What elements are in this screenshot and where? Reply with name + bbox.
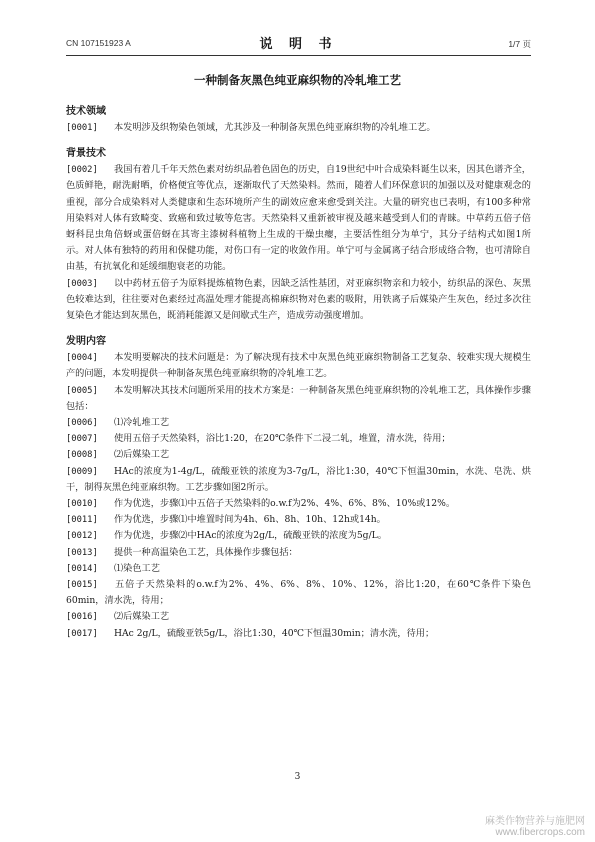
watermark-line1: 麻类作物营养与施肥网 [485,816,585,827]
paragraph [66,464,531,496]
page-number: 3 [294,772,301,782]
paragraph-number: [0017] [66,628,98,639]
paragraph [66,496,531,512]
page-count: 1/7 页 [508,39,531,49]
paragraph-text: 本发明解决其技术问题所采用的技术方案是：一种制备灰黑色纯亚麻织物的冷轧堆工艺，具体操作步骤包括： [66,384,531,412]
paragraph-text: ⑵后媒染工艺 [114,611,170,623]
paragraph [66,383,531,415]
paragraph-text: 我国有着几千年天然色素对纺织品着色固色的历史，自19世纪中叶合成染料诞生以来，因其色谱齐全，色质鲜艳，耐洗耐晒，价格便宜等优点，逐渐取代了天然染料。然而，随着人们环保意识的加强以及对健康观念的重视，部分合成染料对人类健康和生态环境所产生的副效应愈来愈受到关注。大量的研究也已表明，有100多种常用染料对人体有致畸变、致癌和致过敏等危害。天然染料又重新被审视及越来越受到人们的青睐。中草药五倍子倍蚜科昆虫角倍蚜或蛋倍蚜在其寄主漆树科植物上生成的干燥虫瘿，主要活性组分为单宁，其分子结构式如图1所示。对人体有独特的药用和保健功能，对伤口有一定的收敛作用。单宁可与金属离子结合形成络合物，也可清除自由基，有抗氧化和延缓细胞衰老的功能。 [66,164,531,273]
paragraph [66,561,531,577]
paragraph-text: 作为优选，步骤⑵中HAc的浓度为2g/L，硫酸亚铁的浓度为5g/L。 [114,530,387,542]
patent-number: CN 107151923 A [66,38,131,48]
paragraph [66,431,531,447]
paragraph [66,350,531,382]
paragraph-number: [0002] [66,165,98,176]
section-heading-tech-field: 技术领域 [66,106,106,117]
paragraph-text: ⑴染色工艺 [114,562,160,574]
paragraph-number: [0015] [66,580,98,591]
paragraph-number: [0012] [66,531,98,542]
paragraph [66,120,531,136]
section-heading-background: 背景技术 [66,148,106,160]
document-type: 说 明 书 [259,37,338,52]
paragraph-number: [0003] [66,278,98,289]
document-title: 一种制备灰黑色纯亚麻织物的冷轧堆工艺 [194,73,401,87]
paragraph-text: HAc的浓度为1-4g/L，硫酸亚铁的浓度为3-7g/L，浴比1:30，40℃下恒温30min，水洗、皂洗、烘干，制得灰黑色纯亚麻织物。工艺步骤如图2所示。 [66,465,531,493]
paragraph-number: [0010] [66,499,98,510]
paragraph-number: [0008] [66,450,98,461]
paragraph-text: ⑴冷轧堆工艺 [114,417,170,429]
paragraph-number: [0006] [66,418,98,429]
paragraph [66,545,531,561]
paragraph [66,528,531,544]
page-header [66,30,531,54]
document-body [66,104,531,642]
paragraph-number: [0014] [66,563,98,574]
paragraph [66,626,531,642]
paragraph-text: 本发明要解决的技术问题是：为了解决现有技术中灰黑色纯亚麻织物制备工艺复杂、较难实现大规模生产的问题，本发明提供一种制备灰黑色纯亚麻织物的冷轧堆工艺。 [66,352,531,380]
paragraph-number: [0004] [66,353,98,364]
paragraph-text: 使用五倍子天然染料，浴比1:20，在20℃条件下二浸二轧，堆置，清水洗，待用； [114,433,451,445]
paragraph-number: [0013] [66,547,98,558]
paragraph-text: 以中药材五倍子为原料提炼植物色素，因缺乏活性基团，对亚麻织物亲和力较小，纺织品的深色、灰黑色较难达到，往往要对色素经过高温处理才能提高棉麻织物对色素的吸附，用铁离子后媒染产生灰色，经过多次往复染色才能达到灰黑色，既消耗能源又是间歇式生产，造成劳动强度增加。 [66,277,531,322]
section-heading-summary: 发明内容 [66,336,106,348]
paragraph [66,609,531,625]
paragraph-text: 作为优选，步骤⑴中堆置时间为4h、6h、8h、10h、12h或14h。 [114,514,386,526]
paragraph-text: 提供一种高温染色工艺，具体操作步骤包括： [114,546,298,558]
watermark-line2: www.fibercrops.com [495,827,585,838]
paragraph-text: 五倍子天然染料的o.w.f为2%、4%、6%、8%、10%、12%，浴比1:20，在60℃条件下染色60min，清水洗，待用； [66,579,531,607]
paragraph-number: [0005] [66,385,98,396]
paragraph-text: HAc 2g/L，硫酸亚铁5g/L，浴比1:30，40℃下恒温30min；清水洗，待用； [114,627,435,639]
paragraph-number: [0009] [66,466,98,477]
paragraph [66,447,531,463]
paragraph-text: ⑵后媒染工艺 [114,449,170,461]
header-rule [66,55,531,56]
paragraph [66,162,531,275]
paragraph-number: [0016] [66,612,98,623]
watermark [485,812,585,838]
paragraph-text: 作为优选，步骤⑴中五倍子天然染料的o.w.f为2%、4%、6%、8%、10%或12%。 [114,498,456,510]
paragraph [66,276,531,325]
paragraph [66,415,531,431]
paragraph-number: [0011] [66,515,98,526]
paragraph-text: 本发明涉及织物染色领域，尤其涉及一种制备灰黑色纯亚麻织物的冷轧堆工艺。 [114,122,436,133]
paragraph [66,577,531,609]
paragraph-number: [0001] [66,123,98,133]
paragraph-number: [0007] [66,434,98,445]
paragraph [66,512,531,528]
